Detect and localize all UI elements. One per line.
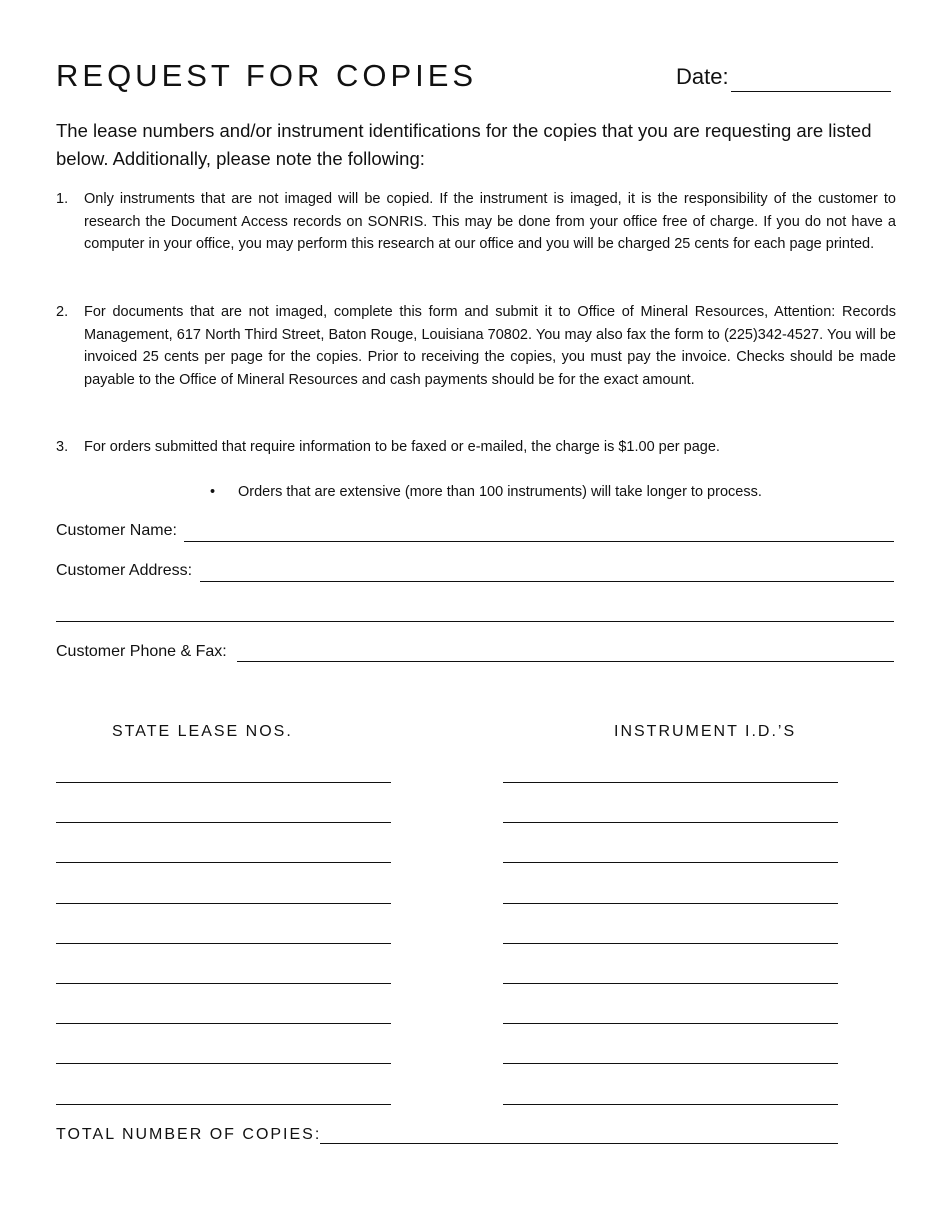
total-copies-field[interactable] [320, 1143, 838, 1144]
intro-paragraph: The lease numbers and/or instrument identifications for the copies that you are requesting are listed below. Additionally, please note the following: [56, 120, 872, 169]
lease-number-field[interactable] [56, 1104, 391, 1105]
note-item-3 [56, 436, 896, 459]
customer-phone-fax-label: Customer Phone & Fax: [56, 643, 227, 660]
note-number: 3. [56, 439, 69, 455]
note-text: For documents that are not imaged, complete this form and submit it to Office of Mineral Resources, Attention: Records Management, 617 North Third Street, Baton Rouge, Louisiana 70802. You may also fax the form to (225)342-4527. You will be invoiced 25 cents per page for the copies. Prior to receiving the copies, you must pay the invoice. Checks should be made payable to the Office of Mineral Resources and cash payments should be for the exact amount. [84, 304, 896, 388]
note-number: 2. [56, 304, 69, 320]
date-field[interactable] [731, 91, 891, 92]
instrument-id-field[interactable] [503, 903, 838, 904]
bullet-note [210, 484, 762, 500]
total-copies-label: TOTAL NUMBER OF COPIES: [56, 1126, 322, 1143]
instrument-id-field[interactable] [503, 1063, 838, 1064]
instrument-id-field[interactable] [503, 943, 838, 944]
page-title: REQUEST FOR COPIES [56, 58, 478, 93]
instrument-id-field[interactable] [503, 782, 838, 783]
bullet-text: Orders that are extensive (more than 100 instruments) will take longer to process. [238, 484, 762, 500]
note-number: 1. [56, 191, 69, 207]
note-item-1 [56, 188, 896, 256]
note-item-2 [56, 301, 896, 391]
note-text: Only instruments that are not imaged will be copied. If the instrument is imaged, it is the responsibility of the customer to research the Document Access records on SONRIS. This may be done from your office free of charge. If you do not have a computer in your office, you may perform this research at our office and you will be charged 25 cents for each page printed. [84, 191, 896, 253]
instrument-column-header: INSTRUMENT I.D.’S [614, 723, 797, 740]
customer-address-field-line2[interactable] [56, 621, 894, 622]
lease-number-field[interactable] [56, 782, 391, 783]
customer-name-label: Customer Name: [56, 522, 177, 539]
lease-number-field[interactable] [56, 983, 391, 984]
instrument-id-field[interactable] [503, 983, 838, 984]
instrument-id-field[interactable] [503, 1023, 838, 1024]
lease-number-field[interactable] [56, 943, 391, 944]
customer-name-field[interactable] [184, 541, 894, 542]
lease-number-field[interactable] [56, 822, 391, 823]
instrument-id-field[interactable] [503, 1104, 838, 1105]
instrument-id-field[interactable] [503, 862, 838, 863]
lease-number-field[interactable] [56, 1023, 391, 1024]
customer-phone-fax-field[interactable] [237, 661, 894, 662]
customer-address-field[interactable] [200, 581, 894, 582]
note-text: For orders submitted that require information to be faxed or e-mailed, the charge is $1.00 per page. [84, 439, 720, 455]
lease-column-header: STATE LEASE NOS. [112, 723, 293, 740]
bullet-icon: • [210, 484, 216, 500]
customer-address-label: Customer Address: [56, 562, 193, 579]
lease-number-field[interactable] [56, 862, 391, 863]
lease-number-field[interactable] [56, 1063, 391, 1064]
instrument-id-field[interactable] [503, 822, 838, 823]
lease-number-field[interactable] [56, 903, 391, 904]
date-label: Date: [676, 64, 729, 89]
